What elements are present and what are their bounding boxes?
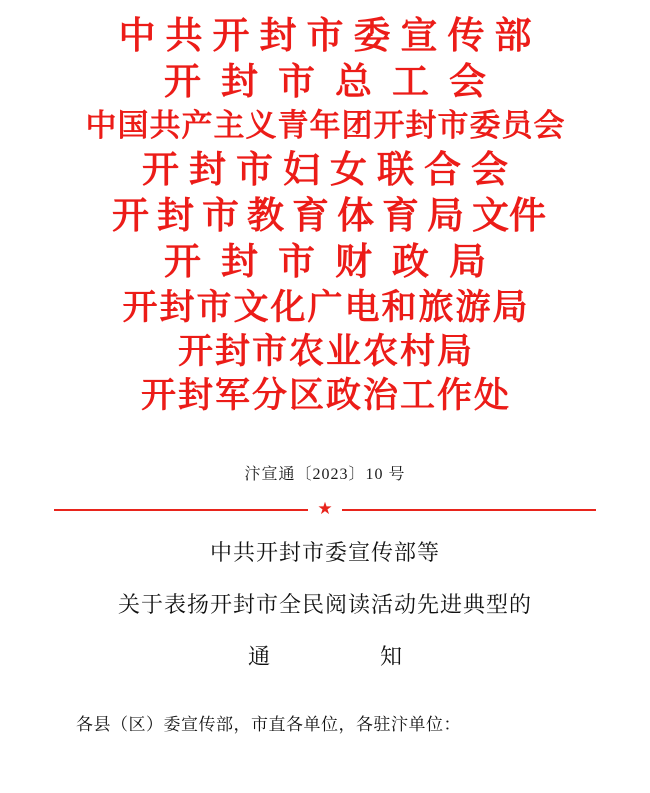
letterhead-line-8: 开封市农业农村局	[177, 332, 474, 371]
document-title	[40, 542, 610, 668]
letterhead-line-3: 中国共产主义青年团开封市委员会	[85, 108, 566, 143]
letterhead-line-4: 开封市妇女联合会	[142, 150, 518, 191]
separator-bar-left	[54, 509, 308, 511]
title-line-3: 通 知	[247, 644, 424, 669]
letterhead	[40, 0, 610, 413]
letterhead-line-6: 开封市财政局	[164, 242, 506, 283]
letterhead-line-7: 开封市文化广电和旅游局	[122, 288, 530, 327]
document-type-label: 文件	[472, 196, 546, 237]
title-line-2: 关于表扬开封市全民阅读活动先进典型的	[117, 592, 532, 617]
letterhead-line-1: 中共开封市委宣传部	[118, 16, 542, 57]
title-line-1: 中共开封市委宣传部等	[209, 540, 440, 565]
letterhead-line-9: 开封军分区政治工作处	[140, 376, 511, 415]
letterhead-line-5	[40, 198, 610, 235]
body-salutation: 各县（区）委宣传部，市直各单位，各驻汴单位：	[76, 715, 461, 734]
document-number: 汴宣通〔2023〕10 号	[244, 466, 406, 483]
letterhead-line-5-text: 开封市教育体育局	[112, 196, 472, 237]
star-icon: ★	[317, 499, 333, 518]
letterhead-line-2: 开封市总工会	[164, 62, 506, 103]
separator-bar-right	[342, 509, 596, 511]
red-separator	[40, 501, 610, 518]
